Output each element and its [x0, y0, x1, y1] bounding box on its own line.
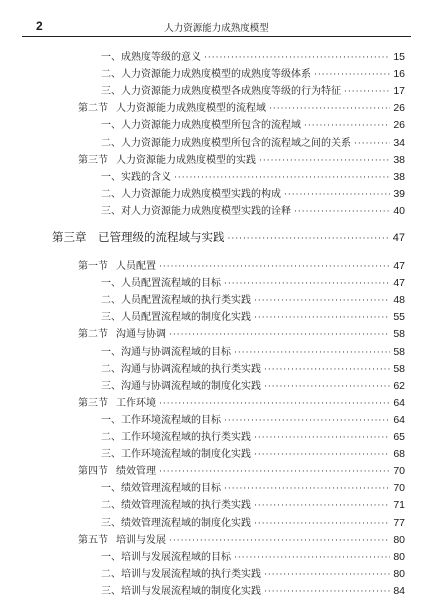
toc-section-label — [78, 534, 166, 548]
dot-leader — [314, 68, 390, 82]
toc-page-number: 47 — [393, 277, 405, 290]
toc-page-number: 70 — [393, 482, 405, 495]
toc-section-number: 第三节 — [78, 397, 108, 409]
toc-item-title: 二、人力资源能力成熟度模型所包含的流程域之间的关系 — [101, 137, 351, 149]
dot-leader — [234, 551, 390, 565]
toc-section-number: 第四节 — [78, 466, 108, 478]
toc-item-title: 二、人力资源能力成熟度模型的成熟度等级体系 — [101, 69, 311, 81]
toc-item-title: 一、成熟度等级的意义 — [101, 52, 201, 63]
toc-item-title: 一、绩效管理流程域的目标 — [101, 483, 221, 495]
toc-item-row — [101, 204, 405, 218]
toc-page-number: 58 — [393, 328, 405, 341]
toc-item-row — [101, 67, 405, 81]
toc-item-row — [101, 293, 405, 307]
toc-page-number: 64 — [393, 413, 405, 426]
toc-page-number: 47 — [392, 232, 405, 244]
toc-page-number: 70 — [393, 465, 405, 478]
dot-leader — [254, 431, 390, 445]
toc-page-number: 84 — [393, 584, 405, 597]
toc-section-row — [78, 464, 405, 478]
toc-section-number: 第一节 — [78, 261, 108, 272]
toc-page-number: 38 — [393, 153, 405, 166]
toc-page-number: 34 — [393, 136, 405, 149]
toc-page-number: 26 — [393, 119, 405, 132]
toc-section-row — [78, 533, 405, 547]
toc-page-number: 47 — [393, 260, 405, 272]
dot-leader — [254, 448, 390, 462]
dot-leader — [264, 568, 390, 582]
toc-page-number: 58 — [393, 362, 405, 375]
toc-item-row — [101, 362, 405, 376]
toc-item-row — [101, 567, 405, 581]
toc-item-title: 一、工作环境流程域的目标 — [101, 414, 221, 426]
dot-leader — [264, 380, 390, 394]
dot-leader — [254, 517, 390, 531]
toc-section-label — [78, 260, 156, 274]
toc-item-row — [101, 310, 405, 324]
toc-section-row — [78, 327, 405, 341]
toc-item-title: 三、培训与发展流程域的制度化实践 — [101, 585, 261, 597]
toc-chapter-title: 第三章 已管理级的流程域与实践 — [52, 230, 225, 244]
toc-section-label — [78, 102, 266, 116]
toc-section-row — [78, 153, 405, 167]
toc-item-row — [101, 276, 405, 290]
toc-item-title: 一、人员配置流程域的目标 — [101, 278, 221, 290]
toc-section-row — [78, 101, 405, 115]
toc-page-number: 71 — [393, 499, 405, 512]
dot-leader — [234, 346, 390, 360]
toc-page-number: 80 — [393, 533, 405, 546]
toc-section-row — [78, 396, 405, 410]
toc-section-label — [78, 328, 166, 342]
toc-item-row — [101, 136, 405, 150]
toc-section-label — [78, 397, 156, 411]
dot-leader — [284, 188, 390, 202]
toc-item-title: 二、培训与发展流程域的执行类实践 — [101, 568, 261, 580]
toc-page-number: 64 — [393, 396, 405, 409]
toc-item-row — [101, 170, 405, 184]
toc-item-title: 一、沟通与协调流程域的目标 — [101, 346, 231, 358]
dot-leader — [254, 294, 390, 308]
toc-item-title: 三、人员配置流程域的制度化实践 — [101, 312, 251, 324]
toc-section-title: 绩效管理 — [116, 466, 156, 478]
toc-item-row — [101, 50, 405, 64]
toc-section-row — [78, 259, 405, 273]
toc-item-title: 一、培训与发展流程域的目标 — [101, 551, 231, 563]
toc-item-title: 二、人力资源能力成熟度模型实践的构成 — [101, 188, 281, 200]
toc-section-title: 培训与发展 — [116, 534, 166, 546]
dot-leader — [224, 414, 390, 428]
toc-item-title: 二、工作环境流程域的执行类实践 — [101, 432, 251, 443]
toc-chapter-row — [52, 229, 405, 245]
toc-item-row — [101, 413, 405, 427]
toc-item-row — [101, 584, 405, 598]
toc-page-number: 15 — [393, 51, 405, 63]
toc-item-row — [101, 187, 405, 201]
toc-page-number: 40 — [393, 204, 405, 217]
toc-section-title: 工作环境 — [116, 397, 156, 409]
toc-item-row — [101, 516, 405, 530]
toc-section-number: 第三节 — [78, 154, 108, 166]
dot-leader — [294, 205, 390, 219]
toc-page-number: 80 — [393, 567, 405, 580]
toc-item-row — [101, 481, 405, 495]
toc-page-number: 65 — [393, 431, 405, 443]
running-title: 人力资源能力成熟度模型 — [164, 23, 269, 34]
toc-item-title: 二、绩效管理流程域的执行类实践 — [101, 500, 251, 512]
dot-leader — [264, 585, 390, 599]
dot-leader — [354, 137, 390, 151]
toc-item-title: 二、人员配置流程域的执行类实践 — [101, 295, 251, 307]
dot-leader — [259, 154, 390, 168]
dot-leader — [228, 231, 390, 247]
toc-page-number: 58 — [393, 345, 405, 358]
toc-page-number: 68 — [393, 448, 405, 461]
toc-item-title: 三、对人力资源能力成熟度模型实践的诠释 — [101, 205, 291, 217]
dot-leader — [169, 328, 390, 342]
toc-page-number: 16 — [393, 68, 405, 81]
dot-leader — [204, 51, 390, 65]
toc-item-row — [101, 379, 405, 393]
toc-page-number: 80 — [393, 550, 405, 563]
toc-item-title: 二、沟通与协调流程域的执行类实践 — [101, 363, 261, 375]
toc-page-number: 17 — [393, 85, 405, 98]
dot-leader — [159, 465, 390, 479]
dot-leader — [224, 277, 390, 291]
toc-item-row — [101, 550, 405, 564]
toc-page-number: 26 — [393, 102, 405, 115]
toc-page-number: 39 — [393, 187, 405, 200]
toc-item-title: 一、实践的含义 — [101, 171, 171, 183]
toc-section-number: 第二节 — [78, 103, 108, 115]
dot-leader — [174, 171, 390, 185]
toc-item-title: 一、人力资源能力成熟度模型所包含的流程域 — [101, 120, 301, 132]
toc-section-number: 第二节 — [78, 329, 108, 341]
dot-leader — [169, 534, 390, 548]
toc-item-row — [101, 498, 405, 512]
toc-page-number: 48 — [393, 294, 405, 307]
dot-leader — [304, 119, 390, 133]
toc-item-row — [101, 447, 405, 461]
toc-item-title: 三、工作环境流程域的制度化实践 — [101, 449, 251, 461]
toc-page-number: 38 — [393, 170, 405, 183]
dot-leader — [264, 363, 390, 377]
dot-leader — [254, 311, 390, 325]
toc-section-title: 人力资源能力成熟度模型的实践 — [116, 154, 256, 166]
toc-section-label — [78, 465, 156, 479]
toc-page-number: 77 — [393, 516, 405, 529]
dot-leader — [159, 260, 390, 274]
toc-item-title: 三、沟通与协调流程域的制度化实践 — [101, 380, 261, 392]
toc-item-row — [101, 84, 405, 98]
toc-page-number: 55 — [393, 311, 405, 324]
toc-section-title: 人力资源能力成熟度模型的流程域 — [116, 103, 266, 115]
toc-item-title: 三、人力资源能力成熟度模型各成熟度等级的行为特征 — [101, 86, 341, 98]
dot-leader — [159, 397, 390, 411]
toc-section-number: 第五节 — [78, 534, 108, 546]
toc-section-title: 沟通与协调 — [116, 329, 166, 341]
dot-leader — [344, 85, 390, 99]
toc-section-label — [78, 154, 256, 168]
toc-section-title: 人员配置 — [116, 261, 156, 272]
dot-leader — [269, 102, 390, 116]
toc-page-number: 62 — [393, 379, 405, 392]
page-number: 2 — [36, 19, 43, 33]
dot-leader — [224, 482, 390, 496]
dot-leader — [254, 499, 390, 513]
toc-item-row — [101, 345, 405, 359]
toc-item-title: 三、绩效管理流程域的制度化实践 — [101, 517, 251, 529]
toc-item-row — [101, 118, 405, 132]
toc-item-row — [101, 430, 405, 444]
